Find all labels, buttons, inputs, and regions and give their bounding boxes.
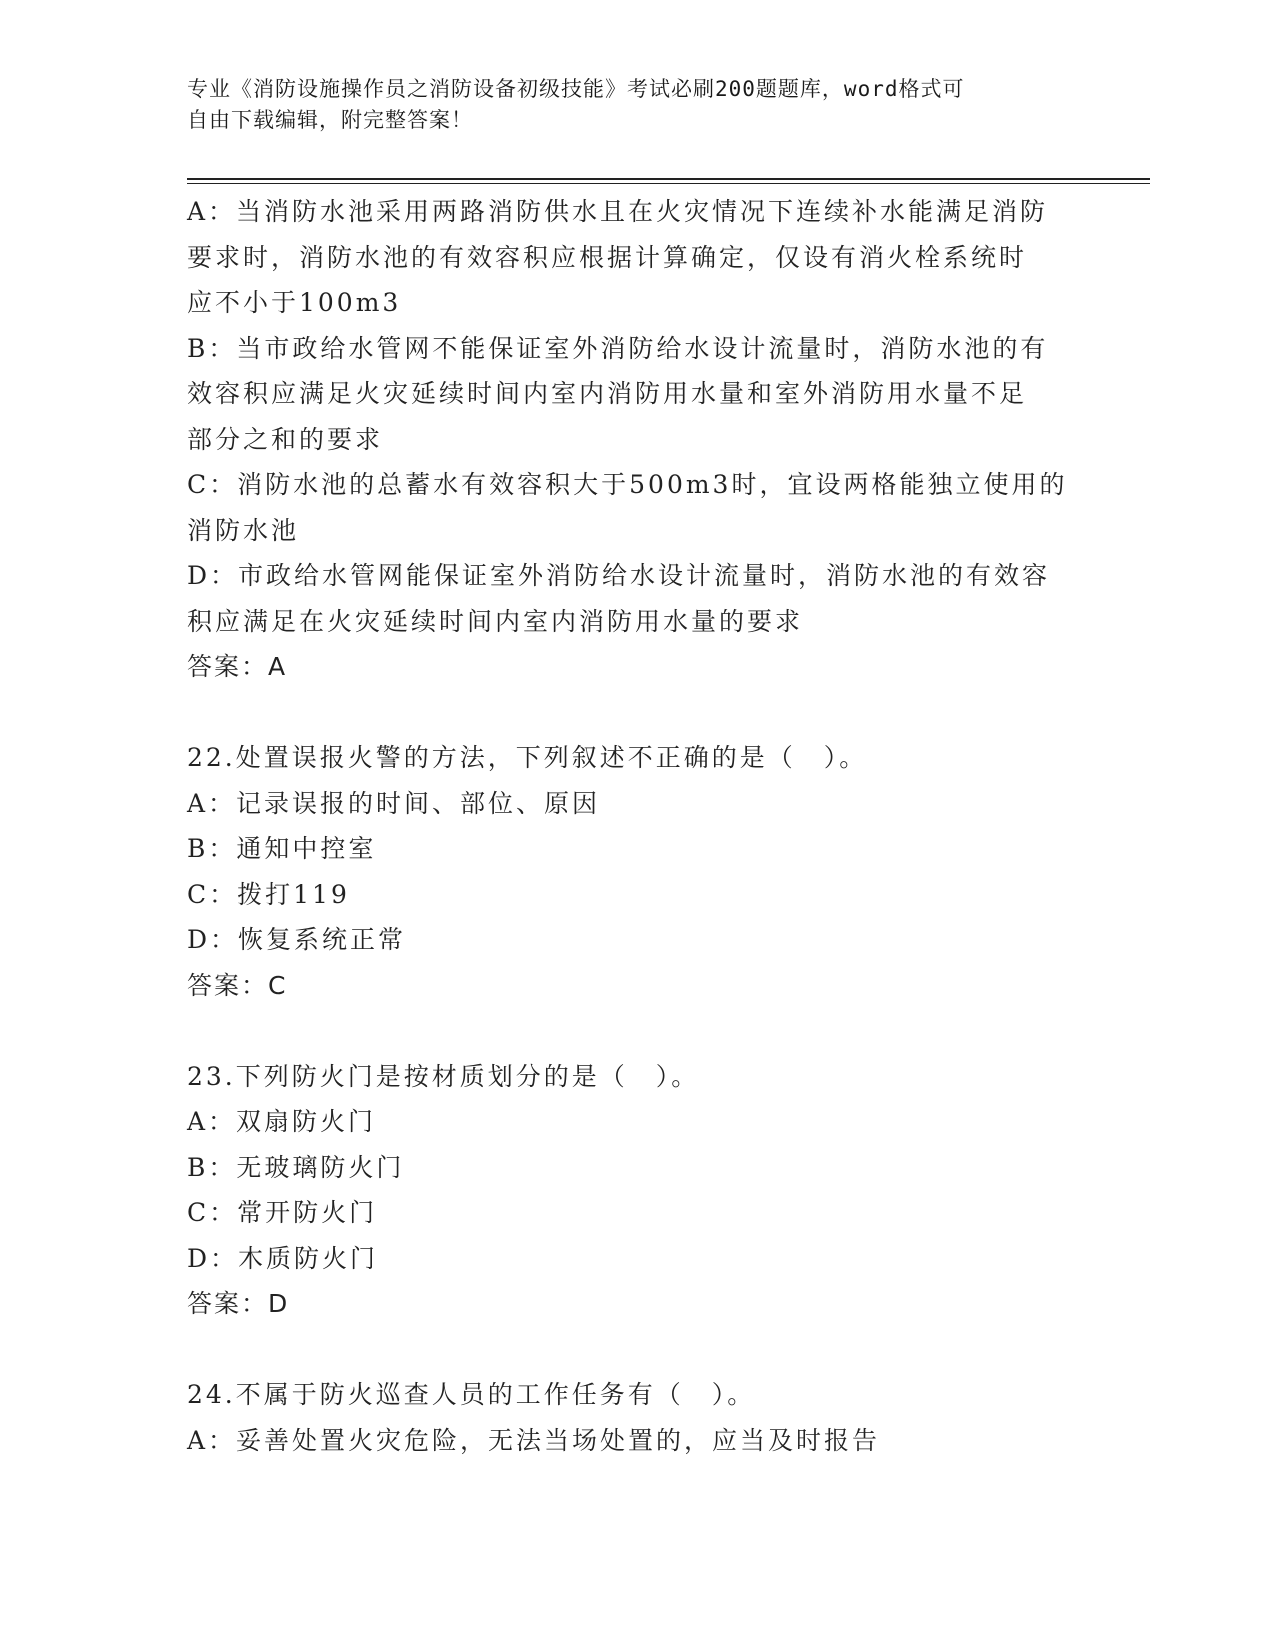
option-b <box>187 326 1077 463</box>
answer: 答案：D <box>187 1289 290 1318</box>
header-divider-thin <box>187 183 1150 184</box>
option-line: 消防水池 <box>187 515 300 545</box>
header-line: 自由下载编辑，附完整答案！ <box>187 108 473 132</box>
option-d: D：木质防火门 <box>187 1243 379 1273</box>
question-text: 22.处置误报火警的方法，下列叙述不正确的是（ ）。 <box>187 743 868 772</box>
option-a: A：记录误报的时间、部位、原因 <box>187 788 601 818</box>
option-line: D：市政给水管网能保证室外消防给水设计流量时，消防水池的有效容 <box>187 561 1051 590</box>
option-c: C：常开防火门 <box>187 1198 378 1227</box>
option-c: C：拨打119 <box>187 879 350 909</box>
document-body <box>187 189 1077 1463</box>
option-b: B：通知中控室 <box>187 834 377 863</box>
question-21-block <box>187 189 1077 690</box>
option-line: 要求时，消防水池的有效容积应根据计算确定，仅设有消火栓系统时 <box>187 242 1028 272</box>
option-line: 效容积应满足火灾延续时间内室内消防用水量和室外消防用水量不足 <box>187 379 1028 408</box>
spacer <box>187 690 1077 736</box>
document-header <box>187 74 1087 136</box>
option-line: A：当消防水池采用两路消防供水且在火灾情况下连续补水能满足消防 <box>187 197 1049 226</box>
question-23-block <box>187 1054 1077 1327</box>
option-d <box>187 553 1077 644</box>
question-text: 24.不属于防火巡查人员的工作任务有（ ）。 <box>187 1380 756 1409</box>
spacer <box>187 1327 1077 1373</box>
question-24-block <box>187 1372 1077 1463</box>
option-line: 应不小于100m3 <box>187 288 402 317</box>
question-22-block <box>187 735 1077 1008</box>
option-c <box>187 462 1077 553</box>
option-a: A：双扇防火门 <box>187 1107 377 1136</box>
header-divider <box>187 178 1150 180</box>
answer: 答案：A <box>187 652 288 681</box>
option-a <box>187 189 1077 326</box>
option-line: C：消防水池的总蓄水有效容积大于500m3时，宜设两格能独立使用的 <box>187 470 1068 499</box>
option-d: D：恢复系统正常 <box>187 925 407 954</box>
option-line: 部分之和的要求 <box>187 424 384 454</box>
option-a: A：妥善处置火灾危险，无法当场处置的，应当及时报告 <box>187 1425 881 1455</box>
header-line: 专业《消防设施操作员之消防设备初级技能》考试必刷200题题库，word格式可 <box>187 77 965 101</box>
option-line: B：当市政给水管网不能保证室外消防给水设计流量时，消防水池的有 <box>187 333 1049 363</box>
option-line: 积应满足在火灾延续时间内室内消防用水量的要求 <box>187 606 804 636</box>
spacer <box>187 1008 1077 1054</box>
question-text: 23.下列防火门是按材质划分的是（ ）。 <box>187 1061 700 1091</box>
answer: 答案：C <box>187 970 288 1000</box>
option-b: B：无玻璃防火门 <box>187 1152 405 1182</box>
